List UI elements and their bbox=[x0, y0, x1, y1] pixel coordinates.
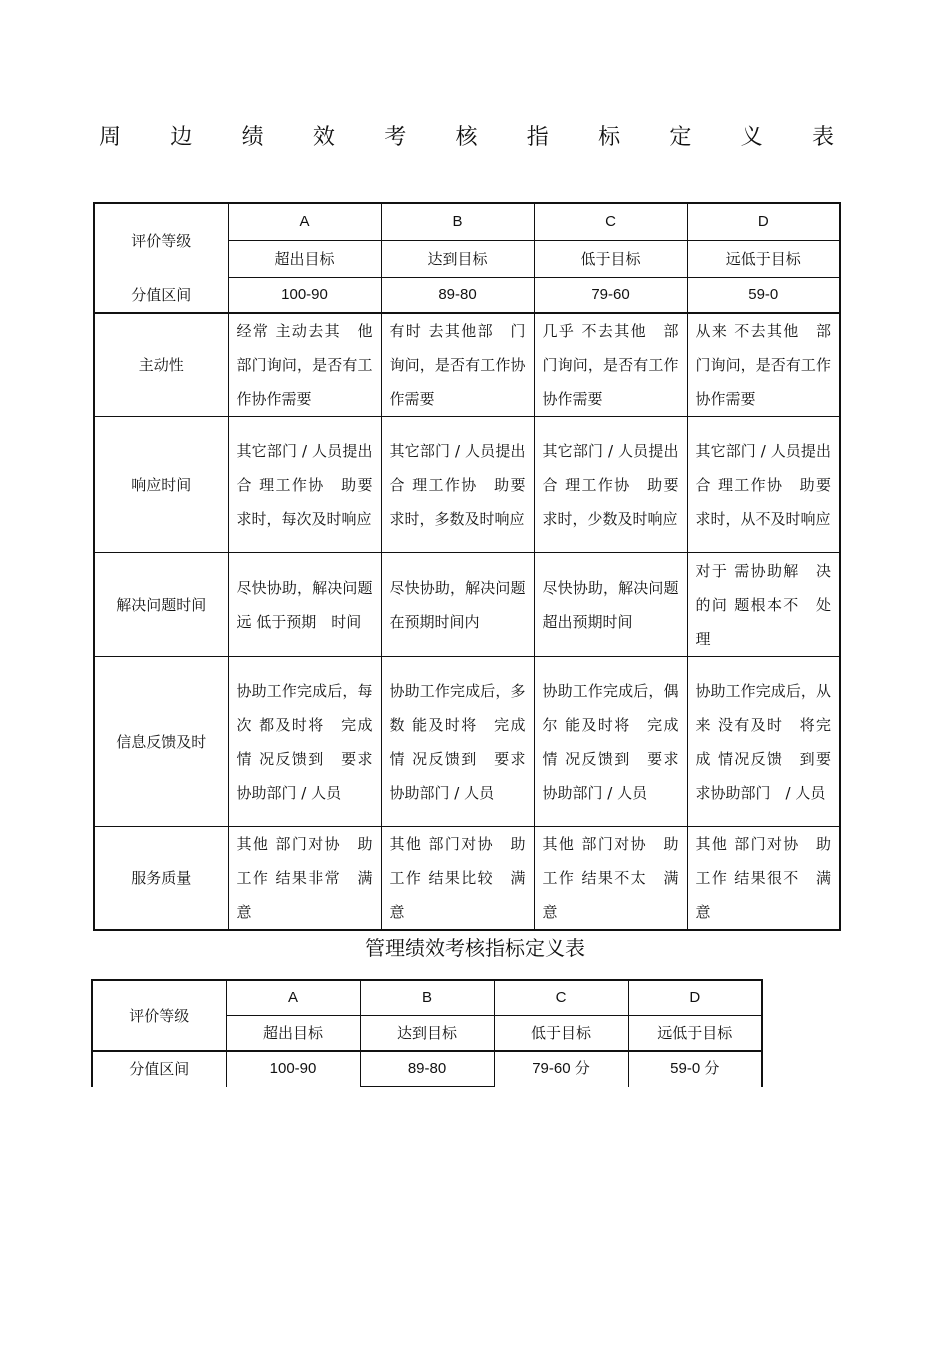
grade-d: D bbox=[628, 980, 762, 1016]
title-char: 边 bbox=[170, 124, 193, 150]
score-a: 100-90 bbox=[226, 1051, 360, 1087]
score-d: 59-0 bbox=[687, 278, 840, 314]
initiative-c: 几乎 不去其他 部门询问，是否有工作协作需要 bbox=[534, 313, 687, 417]
response-time-c: 其它部门 / 人员提出合 理工作协 助要求时，少数及时响应 bbox=[534, 417, 687, 553]
title-char: 周 bbox=[99, 124, 122, 150]
title-char: 核 bbox=[455, 124, 478, 150]
title-char: 考 bbox=[384, 124, 407, 150]
service-quality-c: 其他 部门对协 助工作 结果不太 满意 bbox=[534, 827, 687, 931]
title-char: 绩 bbox=[241, 124, 264, 150]
row-label-service-quality: 服务质量 bbox=[94, 827, 228, 931]
response-time-b: 其它部门 / 人员提出合 理工作协 助要求时，多数及时响应 bbox=[381, 417, 534, 553]
row-label-response-time: 响应时间 bbox=[94, 417, 228, 553]
title-char: 定 bbox=[669, 124, 692, 150]
row-label-initiative: 主动性 bbox=[94, 313, 228, 417]
service-quality-b: 其他 部门对协 助工作 结果比较 满意 bbox=[381, 827, 534, 931]
title-char: 效 bbox=[312, 124, 335, 150]
grade-d-desc: 远低于目标 bbox=[687, 241, 840, 278]
title-char: 表 bbox=[811, 124, 834, 150]
score-c: 79-60 分 bbox=[494, 1051, 628, 1087]
grade-label: 评价等级 bbox=[94, 203, 228, 278]
grade-c-desc: 低于目标 bbox=[494, 1016, 628, 1052]
response-time-d: 其它部门 / 人员提出合 理工作协 助要求时，从不及时响应 bbox=[687, 417, 840, 553]
section-title: 管理绩效考核指标定义表 bbox=[365, 936, 585, 960]
grade-label: 评价等级 bbox=[92, 980, 226, 1051]
resolution-time-d: 对于 需协助解 决的问 题根本不 处理 bbox=[687, 553, 840, 657]
feedback-d: 协助工作完成后，从来 没有及时 将完成 情况反馈 到要求协助部门 / 人员 bbox=[687, 657, 840, 827]
initiative-a: 经常 主动去其 他部门询问，是否有工作协作需要 bbox=[228, 313, 381, 417]
peripheral-performance-table bbox=[93, 202, 841, 931]
page-title bbox=[99, 118, 834, 152]
score-label: 分值区间 bbox=[92, 1051, 226, 1087]
score-a: 100-90 bbox=[228, 278, 381, 314]
resolution-time-b: 尽快协助，解决问题在预期时间内 bbox=[381, 553, 534, 657]
grade-a: A bbox=[226, 980, 360, 1016]
initiative-d: 从来 不去其他 部门询问，是否有工作协作需要 bbox=[687, 313, 840, 417]
row-label-resolution-time: 解决问题时间 bbox=[94, 553, 228, 657]
score-d: 59-0 分 bbox=[628, 1051, 762, 1087]
grade-a: A bbox=[228, 203, 381, 241]
resolution-time-a: 尽快协助，解决问题远 低于预期 时间 bbox=[228, 553, 381, 657]
title-char: 义 bbox=[740, 124, 763, 150]
feedback-b: 协助工作完成后，多数 能及时将 完成情 况反馈到 要求协助部门 / 人员 bbox=[381, 657, 534, 827]
grade-c: C bbox=[494, 980, 628, 1016]
grade-d: D bbox=[687, 203, 840, 241]
grade-a-desc: 超出目标 bbox=[226, 1016, 360, 1052]
response-time-a: 其它部门 / 人员提出合 理工作协 助要求时，每次及时响应 bbox=[228, 417, 381, 553]
grade-a-desc: 超出目标 bbox=[228, 241, 381, 278]
score-b: 89-80 bbox=[360, 1051, 494, 1087]
title-char: 标 bbox=[598, 124, 621, 150]
grade-c-desc: 低于目标 bbox=[534, 241, 687, 278]
feedback-c: 协助工作完成后，偶尔 能及时将 完成情 况反馈到 要求协助部门 / 人员 bbox=[534, 657, 687, 827]
initiative-b: 有时 去其他部 门询问，是否有工作协作需要 bbox=[381, 313, 534, 417]
grade-b-desc: 达到目标 bbox=[360, 1016, 494, 1052]
feedback-a: 协助工作完成后，每次 都及时将 完成情 况反馈到 要求协助部门 / 人员 bbox=[228, 657, 381, 827]
resolution-time-c: 尽快协助，解决问题超出预期时间 bbox=[534, 553, 687, 657]
score-c: 79-60 bbox=[534, 278, 687, 314]
score-label: 分值区间 bbox=[94, 278, 228, 314]
grade-b: B bbox=[381, 203, 534, 241]
score-b: 89-80 bbox=[381, 278, 534, 314]
grade-b-desc: 达到目标 bbox=[381, 241, 534, 278]
grade-b: B bbox=[360, 980, 494, 1016]
grade-c: C bbox=[534, 203, 687, 241]
grade-d-desc: 远低于目标 bbox=[628, 1016, 762, 1052]
service-quality-d: 其他 部门对协 助工作 结果很不 满意 bbox=[687, 827, 840, 931]
title-char: 指 bbox=[526, 124, 549, 150]
management-performance-table bbox=[91, 979, 763, 1087]
row-label-feedback: 信息反馈及时 bbox=[94, 657, 228, 827]
service-quality-a: 其他 部门对协 助工作 结果非常 满意 bbox=[228, 827, 381, 931]
